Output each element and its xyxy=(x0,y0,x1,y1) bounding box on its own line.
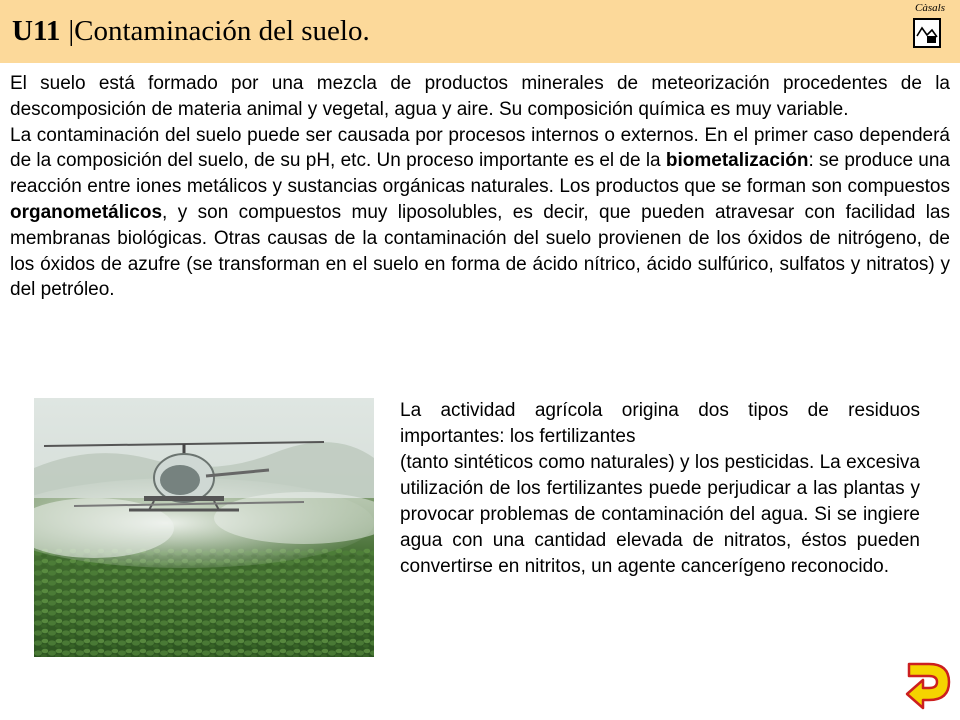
side-text xyxy=(400,398,920,580)
paragraph-agricultural-waste: La actividad agrícola origina dos tipos de residuos importantes: los fertilizantes xyxy=(400,400,920,447)
page-title xyxy=(12,13,370,49)
logo-mark-icon xyxy=(915,20,939,46)
main-text xyxy=(10,71,950,303)
unit-number: U11 xyxy=(12,15,61,47)
logo-text: Càsals xyxy=(915,2,945,14)
header-bar xyxy=(0,0,960,63)
casals-logo-icon xyxy=(908,2,950,52)
paragraph-soil-composition: El suelo está formado por una mezcla de productos minerales de meteorización procedentes de la descomposición de materia animal y vegetal, agua y aire. Su composición química es muy variable. xyxy=(10,73,950,120)
title-text: Contaminación del suelo. xyxy=(74,15,370,47)
paragraph-part: : se produce una reacción entre iones metálicos y sustancias orgánicas naturales. Los productos que se forman son compuestos xyxy=(10,150,950,198)
paragraph-soil-contamination xyxy=(10,123,950,304)
paragraph-fertilizers: (tanto sintéticos como naturales) y los pesticidas. La excesiva utilización de los fertilizantes puede perjudicar a las plantas y provocar problemas de contaminación del agua. Si se ingiere agua con una cantidad elevada de nitratos, éstos pueden convertirse en nitritos, un agente cancerígeno reconocido. xyxy=(400,452,920,577)
title-separator: | xyxy=(68,15,75,47)
back-button[interactable] xyxy=(903,658,953,710)
crop-spraying-helicopter-photo xyxy=(34,398,374,657)
term-organometalicos: organometálicos xyxy=(10,201,163,223)
paragraph-part: La contaminación del suelo puede ser causada por procesos internos o externos. En el primer caso dependerá de la composición del suelo, de su pH, etc. Un proceso importante es el de la xyxy=(10,124,950,172)
logo-box xyxy=(913,18,941,48)
paragraph-part: , y son compuestos muy liposolubles, es decir, que pueden atravesar con facilidad las membranas biológicas. Otras causas de la contaminación del suelo provienen de los óxidos de nitrógeno, de los óxidos de azufre (se transforman en el suelo en forma de ácido nítrico, ácido sulfúrico, sulfatos y nitratos) y del petróleo. xyxy=(10,201,950,301)
back-arrow-icon xyxy=(903,658,953,710)
term-biometalizacion: biometalización xyxy=(665,150,809,172)
